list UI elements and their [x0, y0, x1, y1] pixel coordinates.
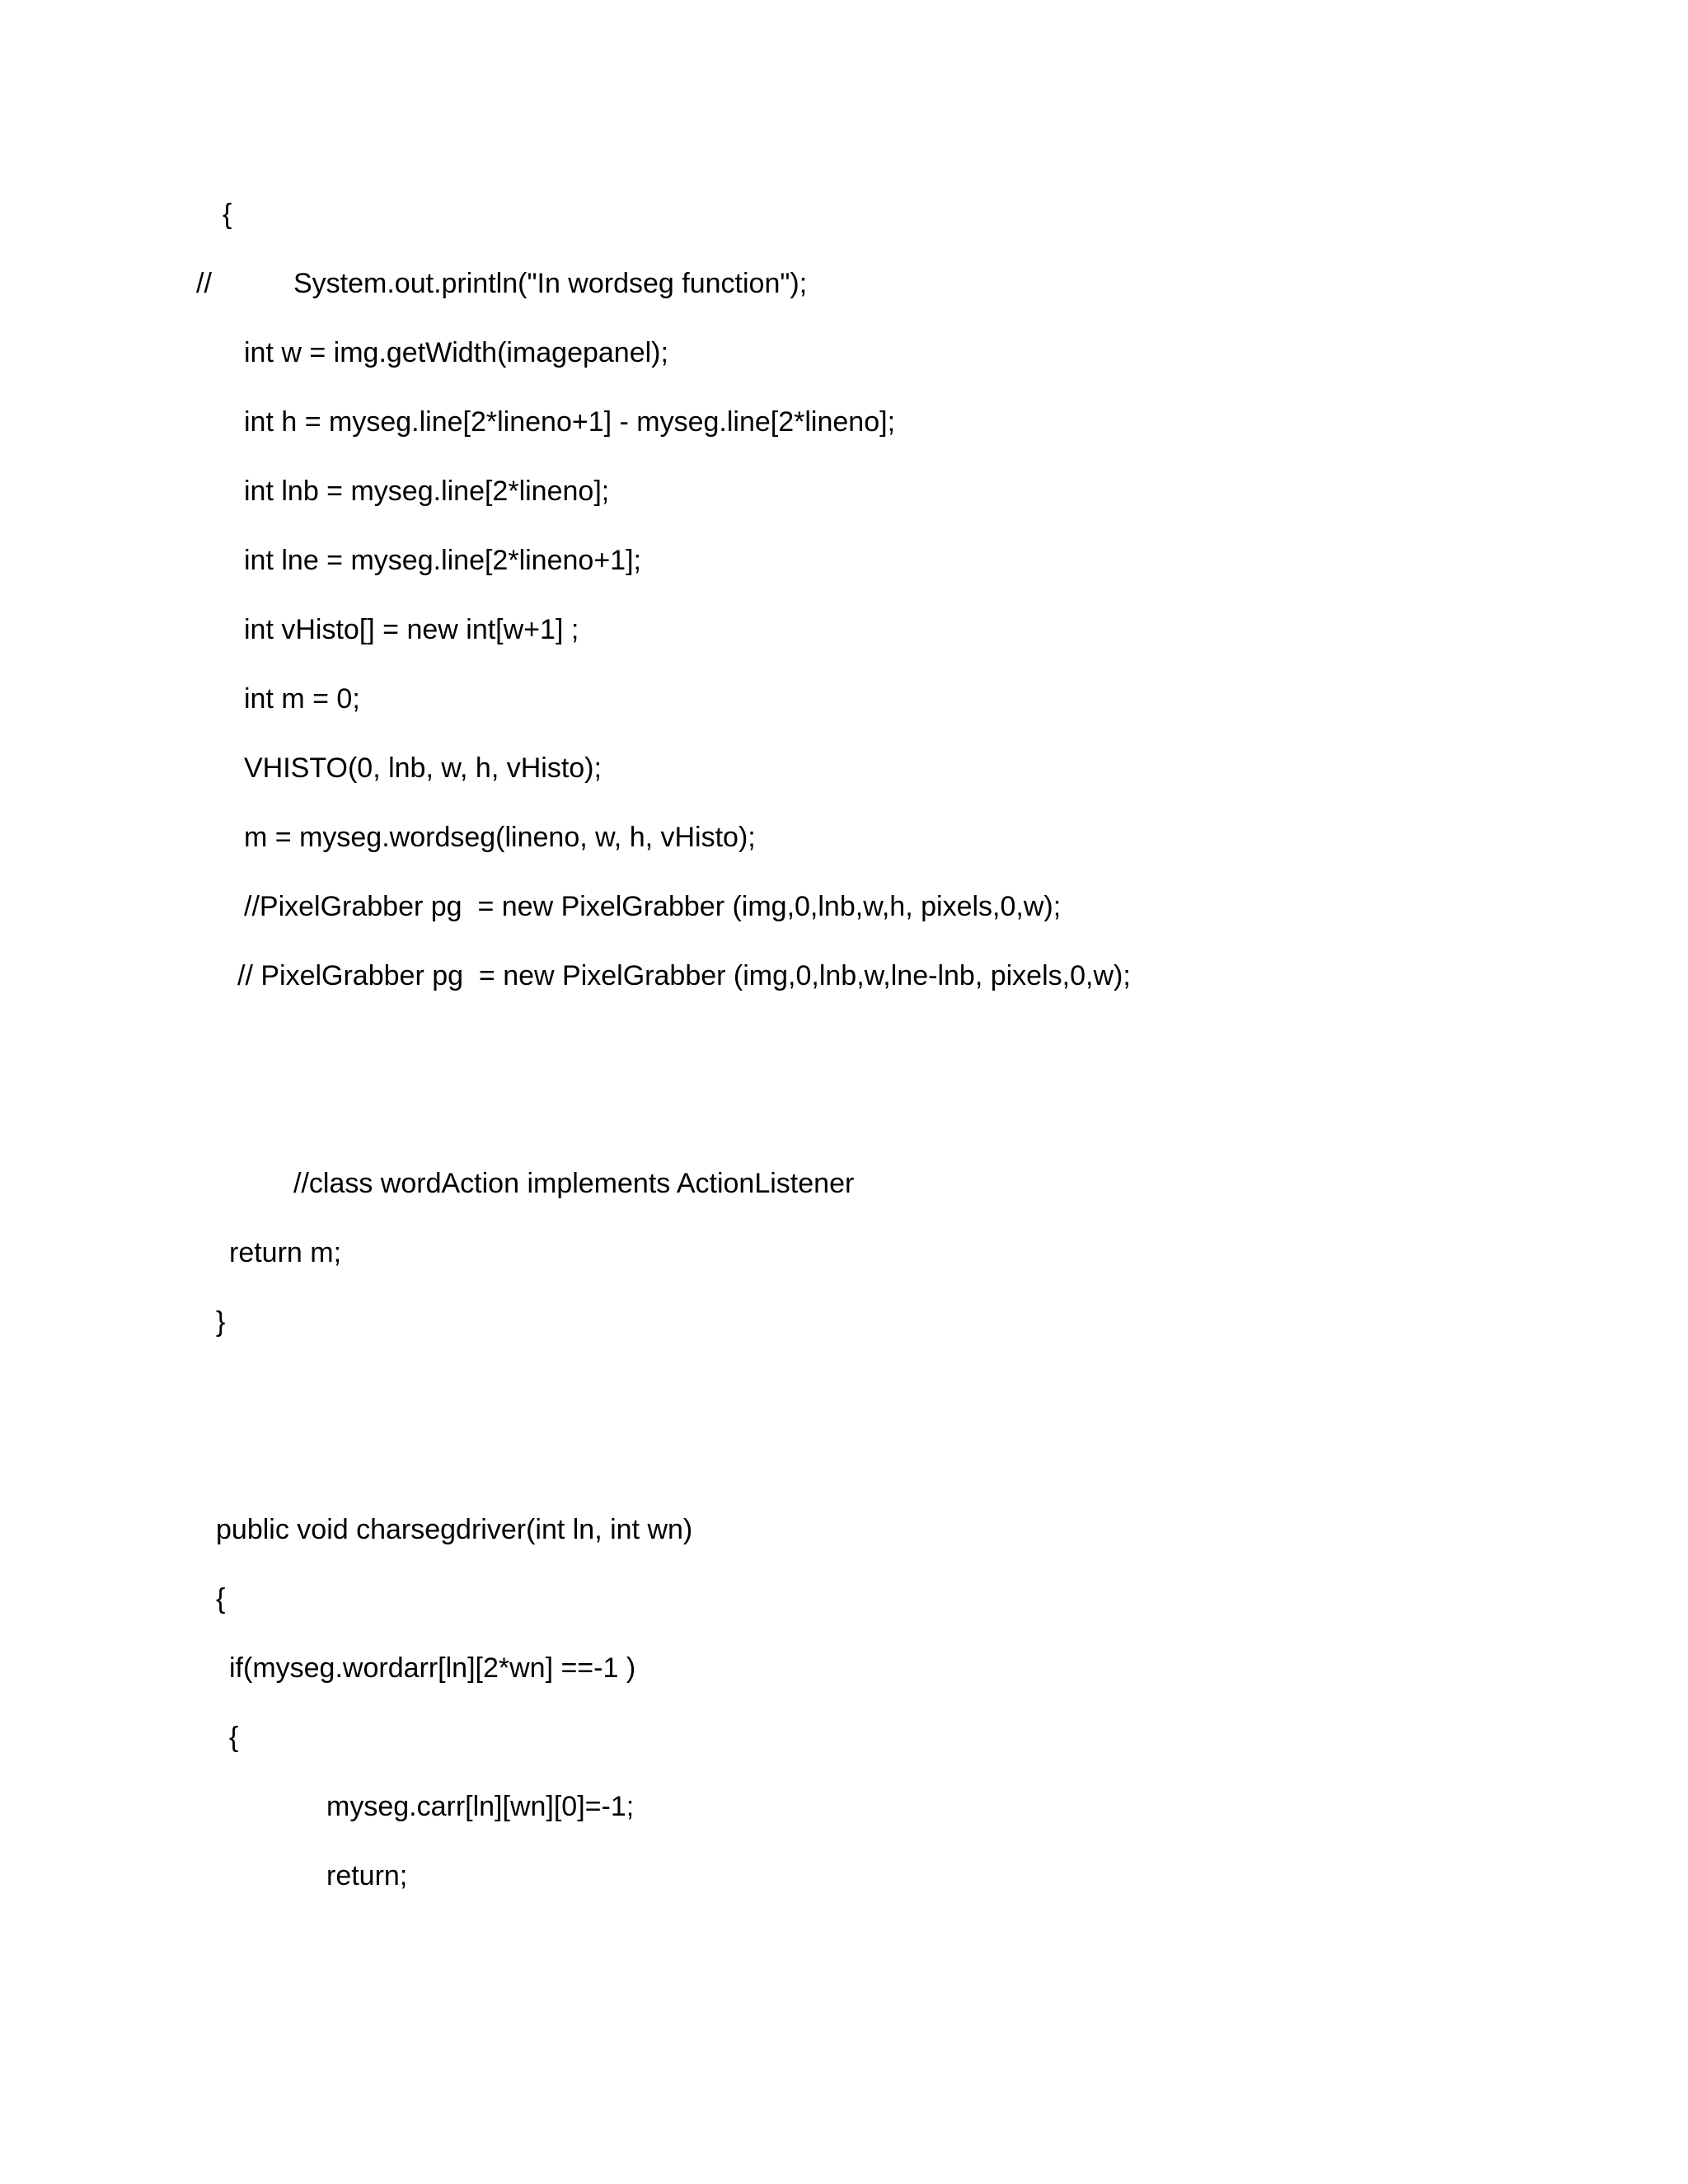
- comment-marker: //: [196, 268, 212, 299]
- code-line: return;: [326, 1860, 408, 1891]
- code-line: int w = img.getWidth(imagepanel);: [244, 337, 668, 368]
- code-line: return m;: [229, 1237, 342, 1268]
- code-line: int h = myseg.line[2*lineno+1] - myseg.line[2*lineno];: [244, 406, 896, 438]
- code-line: //class wordAction implements ActionListener: [293, 1168, 855, 1199]
- code-line: {: [223, 199, 232, 230]
- code-line: myseg.carr[ln][wn][0]=-1;: [326, 1791, 635, 1822]
- code-line: {: [216, 1583, 226, 1615]
- code-line: int m = 0;: [244, 683, 360, 715]
- code-line: // PixelGrabber pg = new PixelGrabber (img,0,lnb,w,lne-lnb, pixels,0,w);: [237, 960, 1131, 991]
- code-line: public void charsegdriver(int ln, int wn): [216, 1514, 693, 1545]
- code-line: }: [216, 1306, 226, 1338]
- code-line: {: [229, 1722, 239, 1753]
- code-line: if(myseg.wordarr[ln][2*wn] ==-1 ): [229, 1652, 636, 1684]
- code-line: int lne = myseg.line[2*lineno+1];: [244, 545, 641, 576]
- code-line: int vHisto[] = new int[w+1] ;: [244, 614, 579, 645]
- code-line: VHISTO(0, lnb, w, h, vHisto);: [244, 752, 602, 784]
- code-line: int lnb = myseg.line[2*lineno];: [244, 476, 610, 507]
- code-line: System.out.println("In wordseg function");: [293, 268, 808, 299]
- code-line: m = myseg.wordseg(lineno, w, h, vHisto);: [244, 822, 756, 853]
- code-line: //PixelGrabber pg = new PixelGrabber (img,0,lnb,w,h, pixels,0,w);: [244, 891, 1062, 922]
